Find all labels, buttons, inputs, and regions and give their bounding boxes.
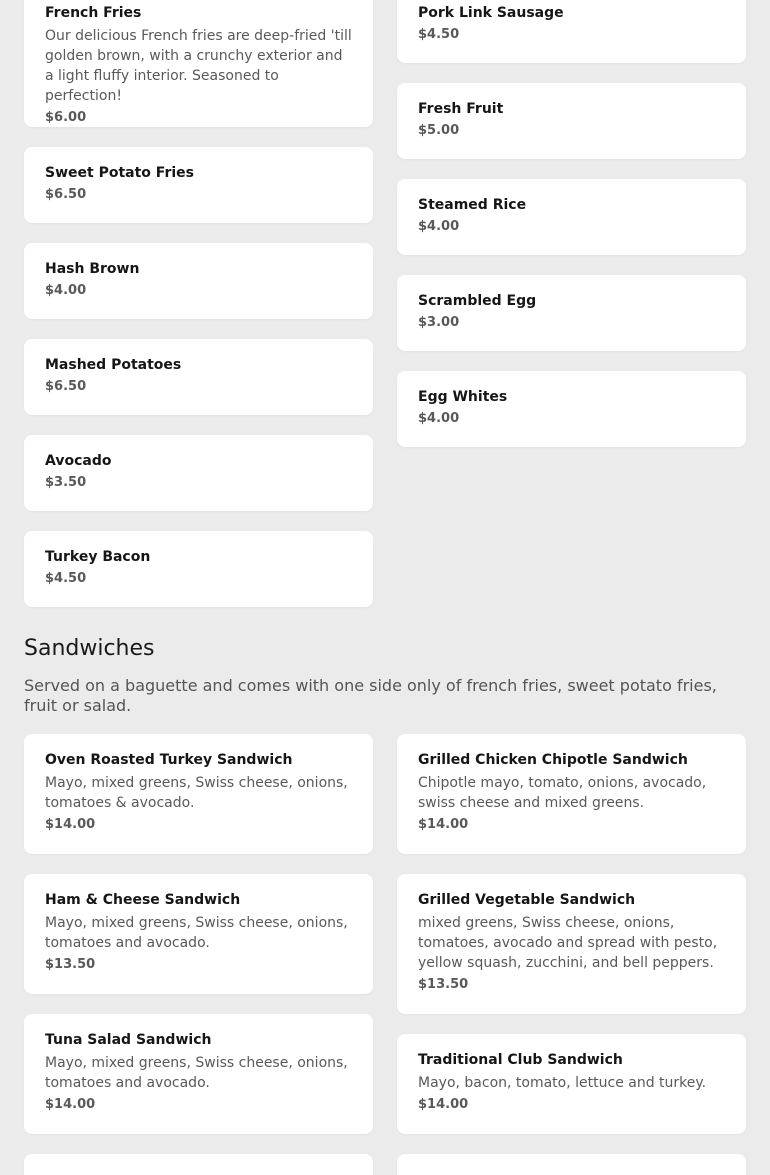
menu-item-card[interactable] bbox=[397, 371, 746, 447]
item-name: Mashed Potatoes bbox=[45, 357, 182, 373]
item-description: Mayo, mixed greens, Swiss cheese, onions, tomatoes and avocado. bbox=[45, 915, 348, 951]
item-description: Our delicious French fries are deep-fried 'till golden brown, with a crunchy exterior and a light fluffy interior. Seasoned to perfection! bbox=[45, 28, 352, 104]
item-price: $6.00 bbox=[45, 110, 87, 125]
menu-item-card[interactable] bbox=[397, 734, 746, 854]
item-price: $14.00 bbox=[45, 817, 96, 832]
menu-item-card[interactable] bbox=[24, 339, 373, 415]
menu-item-card[interactable] bbox=[397, 874, 746, 1014]
item-name: Grilled Chicken Chipotle Sandwich bbox=[418, 752, 688, 768]
menu-item-card[interactable] bbox=[397, 0, 746, 63]
menu-item-card[interactable] bbox=[24, 0, 373, 127]
item-name: Avocado bbox=[45, 453, 112, 469]
item-price: $4.50 bbox=[45, 571, 87, 586]
item-price: $6.50 bbox=[45, 379, 87, 394]
menu-item-card[interactable] bbox=[397, 1154, 746, 1175]
section-title: Sandwiches bbox=[24, 636, 155, 661]
item-price: $6.50 bbox=[45, 187, 87, 202]
menu-item-card[interactable] bbox=[24, 1014, 373, 1134]
item-price: $3.00 bbox=[418, 315, 460, 330]
item-price: $14.00 bbox=[418, 1097, 469, 1112]
item-name: Ham & Cheese Sandwich bbox=[45, 892, 241, 908]
menu-item-card[interactable] bbox=[24, 243, 373, 319]
item-price: $14.00 bbox=[45, 1097, 96, 1112]
item-name: Fresh Fruit bbox=[418, 101, 504, 117]
menu-item-card[interactable] bbox=[24, 147, 373, 223]
item-name: Scrambled Egg bbox=[418, 293, 537, 309]
menu-item-card[interactable] bbox=[24, 734, 373, 854]
item-description: Mayo, bacon, tomato, lettuce and turkey. bbox=[418, 1075, 707, 1091]
item-name: Pork Link Sausage bbox=[418, 5, 564, 21]
item-name: Turkey Bacon bbox=[45, 549, 151, 565]
item-name: Steamed Rice bbox=[418, 197, 527, 213]
item-name: Egg Whites bbox=[418, 389, 508, 405]
item-price: $4.00 bbox=[418, 219, 460, 234]
item-description: Mayo, mixed greens, Swiss cheese, onions, tomatoes and avocado. bbox=[45, 1055, 348, 1091]
item-name: French Fries bbox=[45, 5, 142, 21]
item-description: Mayo, mixed greens, Swiss cheese, onions, tomatoes & avocado. bbox=[45, 775, 348, 811]
menu-item-card[interactable] bbox=[397, 275, 746, 351]
item-name: Sweet Potato Fries bbox=[45, 165, 194, 181]
item-name: Tuna Salad Sandwich bbox=[45, 1032, 212, 1048]
menu-item-card[interactable] bbox=[24, 531, 373, 607]
item-price: $14.00 bbox=[418, 817, 469, 832]
item-name: Hash Brown bbox=[45, 261, 140, 277]
item-name: Traditional Club Sandwich bbox=[418, 1052, 623, 1068]
menu-item-card[interactable] bbox=[397, 83, 746, 159]
item-price: $5.00 bbox=[418, 123, 460, 138]
item-name: Oven Roasted Turkey Sandwich bbox=[45, 752, 293, 768]
item-description: mixed greens, Swiss cheese, onions, tomatoes, avocado and spread with pesto, yellow squash, zucchini, and bell peppers. bbox=[418, 915, 718, 971]
menu-item-card[interactable] bbox=[24, 435, 373, 511]
item-name: Grilled Vegetable Sandwich bbox=[418, 892, 636, 908]
item-price: $13.50 bbox=[45, 957, 96, 972]
item-price: $3.50 bbox=[45, 475, 87, 490]
menu-item-card[interactable] bbox=[397, 1034, 746, 1134]
item-price: $4.00 bbox=[45, 283, 87, 298]
item-description: Chipotle mayo, tomato, onions, avocado, swiss cheese and mixed greens. bbox=[418, 775, 707, 811]
section-description: Served on a baguette and comes with one side only of french fries, sweet potato fries, fruit or salad. bbox=[24, 676, 717, 715]
menu-item-card[interactable] bbox=[24, 1154, 373, 1175]
item-price: $4.50 bbox=[418, 27, 460, 42]
menu-item-card[interactable] bbox=[24, 874, 373, 994]
item-price: $13.50 bbox=[418, 977, 469, 992]
item-price: $4.00 bbox=[418, 411, 460, 426]
menu-item-card[interactable] bbox=[397, 179, 746, 255]
